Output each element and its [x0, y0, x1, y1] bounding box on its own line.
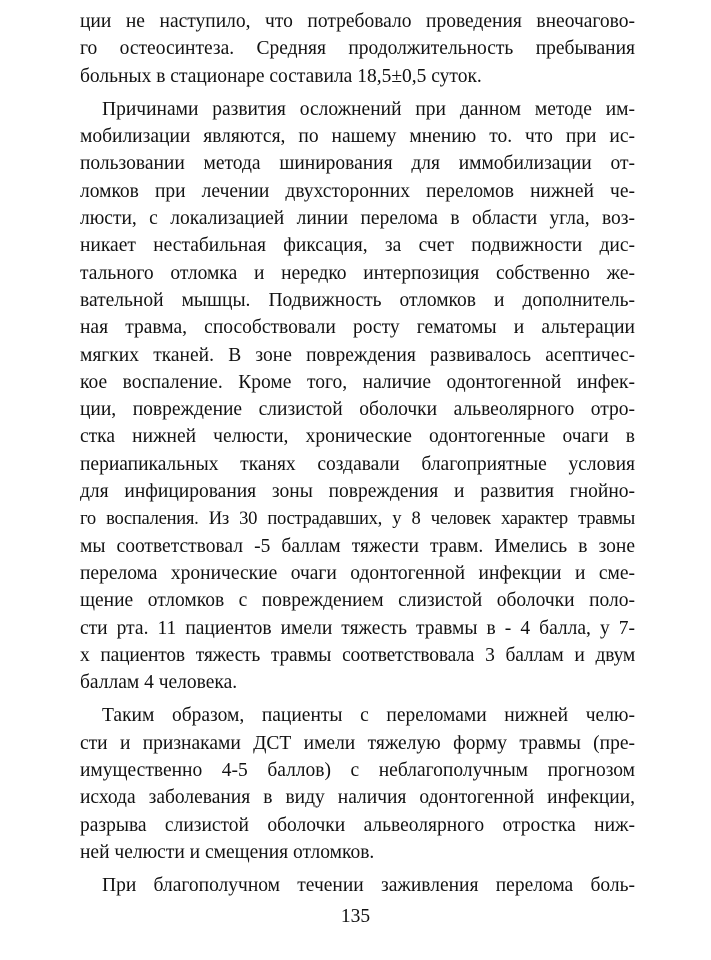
text-line: При благополучном течении заживления перелома боль-: [102, 875, 635, 897]
text-line: тального отломка и нередко интерпозиция собственно же-: [80, 262, 635, 284]
text-line: го воспаления. Из 30 пострадавших, у 8 человек характер травмы: [80, 508, 635, 530]
paragraph-4: [80, 872, 635, 899]
text-line: для инфицирования зоны повреждения и развития гнойно-: [80, 481, 635, 503]
paragraph-1: [80, 8, 635, 90]
text-line: ломков при лечении двухсторонних переломов нижней че-: [80, 180, 635, 202]
text-line: баллам 4 человека.: [80, 672, 238, 694]
text-line: перелома хронические очаги одонтогенной инфекции и сме-: [80, 562, 635, 584]
text-line: никает нестабильная фиксация, за счет подвижности дис-: [80, 235, 635, 257]
page-body: [80, 8, 635, 900]
text-line: периапикальных тканях создавали благоприятные условия: [80, 453, 635, 475]
text-line: Причинами развития осложнений при данном методе им-: [102, 98, 635, 120]
text-line: сти и признаками ДСТ имели тяжелую форму травмы (пре-: [80, 732, 635, 754]
text-line: Таким образом, пациенты с переломами нижней челю-: [102, 705, 635, 727]
text-line: вательной мышцы. Подвижность отломков и дополнитель-: [80, 289, 635, 311]
text-line: имущественно 4-5 баллов) с неблагополучным прогнозом: [80, 760, 635, 782]
text-line: люсти, с локализацией линии перелома в области угла, воз-: [80, 208, 635, 230]
text-line: сти рта. 11 пациентов имели тяжесть травмы в - 4 балла, у 7-: [80, 617, 635, 639]
text-line: ная травма, способствовали росту гематомы и альтерации: [80, 317, 635, 339]
page-number: 135: [340, 906, 371, 927]
text-line: мобилизации являются, по нашему мнению то. что при ис-: [80, 126, 635, 148]
text-line: стка нижней челюсти, хронические одонтогенные очаги в: [80, 426, 635, 448]
text-line: ции не наступило, что потребовало проведения внеочагово-: [80, 11, 635, 32]
text-line: исхода заболевания в виду наличия одонтогенной инфекции,: [80, 787, 635, 809]
text-line: го остеосинтеза. Средняя продолжительность пребывания: [80, 38, 635, 60]
text-line: щение отломков с повреждением слизистой оболочки поло-: [80, 590, 635, 612]
paragraph-3: [80, 702, 635, 866]
text-line: мягких тканей. В зоне повреждения развивалось асептичес-: [80, 344, 635, 366]
text-line: ции, повреждение слизистой оболочки альвеолярного отро-: [80, 399, 635, 421]
text-line: ней челюсти и смещения отломков.: [80, 841, 375, 863]
paragraph-2: [80, 96, 635, 697]
text-line: мы соответствовал -5 баллам тяжести травм. Имелись в зоне: [80, 535, 635, 557]
text-line: кое воспаление. Кроме того, наличие одонтогенной инфек-: [80, 371, 635, 393]
text-line: больных в стационаре составила 18,5±0,5 суток.: [80, 65, 482, 87]
text-line: х пациентов тяжесть травмы соответствовала 3 баллам и двум: [80, 644, 635, 666]
text-line: пользовании метода шинирования для иммобилизации от-: [80, 153, 635, 175]
text-line: разрыва слизистой оболочки альвеолярного отростка ниж-: [80, 814, 635, 836]
